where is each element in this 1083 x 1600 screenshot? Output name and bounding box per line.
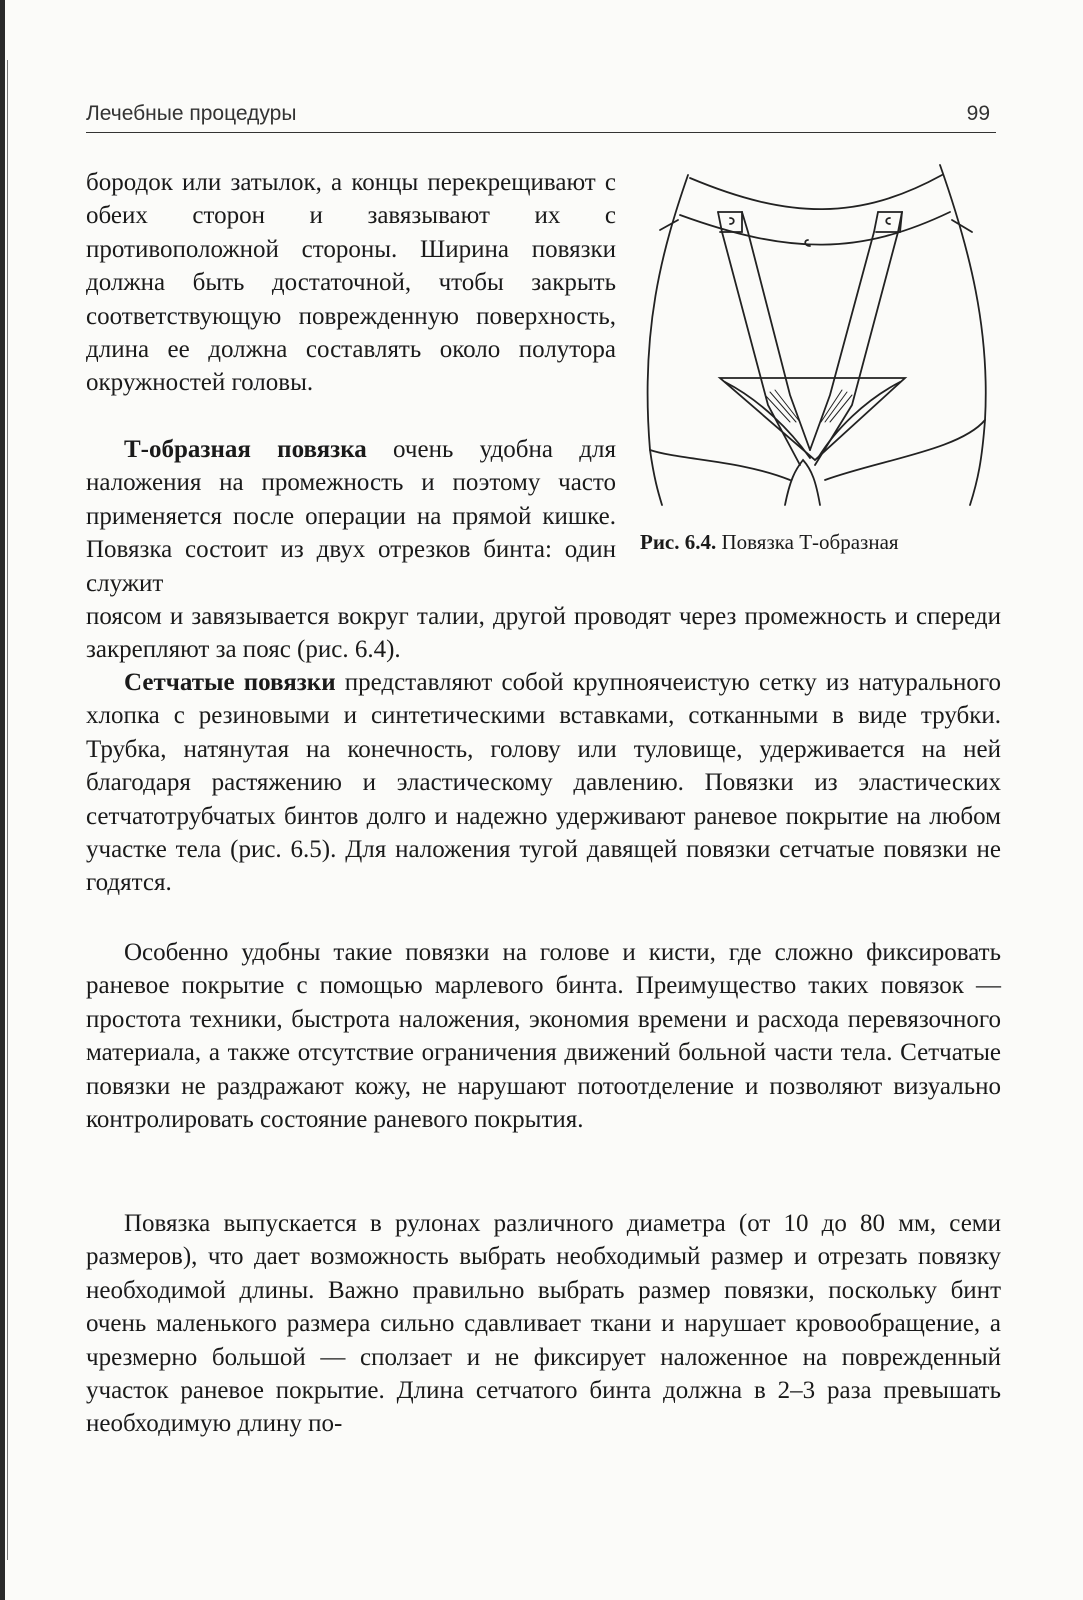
page-header [86,102,996,133]
t-bandage-illustration-icon [640,160,1000,510]
paragraph-t-bandage-text: очень удобна для наложения на промежность и поэтому часто применяется после операции на прямой кишке. Повязка состоит из двух отрезков бинта: один служит [86,436,617,597]
page-spine-edge [0,0,5,1600]
page-spine-shadow [7,60,8,1560]
running-title: Лечебные процедуры [86,102,297,125]
page-number: 99 [966,102,990,125]
figure-caption-text: Повязка Т-образная [716,530,899,554]
figure-t-bandage [640,160,1000,510]
term-mesh-bandages: Сетчатые повязки [124,669,336,696]
paragraph-t-bandage [86,433,616,600]
term-t-bandage: Т-образная повязка [124,436,367,463]
paragraph-mesh-bandages-text: представляют собой крупноячеистую сетку из натурального хлопка с резиновыми и синтетическими вставками, сотканными в виде трубки. Трубка, натянутая на конечность, голову или туловище, удерживается на ней благодаря растяжению и эластическому давлению. Повязки из эластических сетчатотрубчатых бинтов долго и надежно удерживают раневое покрытие на любом участке тела (рис. 6.5). Для наложения тугой давящей повязки сетчатые повязки не годятся. [86,669,1001,897]
figure-caption-label: Рис. 6.4. [640,530,717,554]
figure-caption [640,530,1000,555]
paragraph-mesh-advantages: Особенно удобны такие повязки на голове и кисти, где сложно фиксировать раневое покрытие с помощью марлевого бинта. Преимущество таких повязок — простота техники, быстрота наложения, экономия времени и расхода перевязочного материала, а также отсутствие ограничения движений больной части тела. Сетчатые повязки не раздражают кожу, не нарушают потоотделение и позволяют визуально контролировать состояние раневого покрытия. [86,939,1001,1134]
paragraph-mesh-sizes: Повязка выпускается в рулонах различного диаметра (от 10 до 80 мм, семи размеров), что дает возможность выбрать необходимый размер и отрезать повязку необходимой длины. Важно правильно выбрать размер повязки, поскольку бинт очень маленького размера сильно сдавливает ткани и нарушает кровообращение, а чрезмерно большой — сползает и не фиксирует наложенное на поврежденный участок раневое покрытие. Длина сетчатого бинта должна в 2–3 раза превышать необходимую длину по- [86,1210,1001,1438]
paragraph-head-bandage-end: бородок или затылок, а концы перекрещивают с обеих сторон и завязывают их с противоположной стороны. Ширина повязки должна быть достаточной, чтобы закрыть соответствующую поврежденную поверхность, длина ее должна составлять около полутора окружностей головы. [86,169,616,397]
paragraph-t-bandage-continued: поясом и завязывается вокруг талии, другой проводят через промежность и спереди закрепляют за пояс (рис. 6.4). [86,603,1001,664]
paragraph-mesh-bandages [86,666,1001,900]
